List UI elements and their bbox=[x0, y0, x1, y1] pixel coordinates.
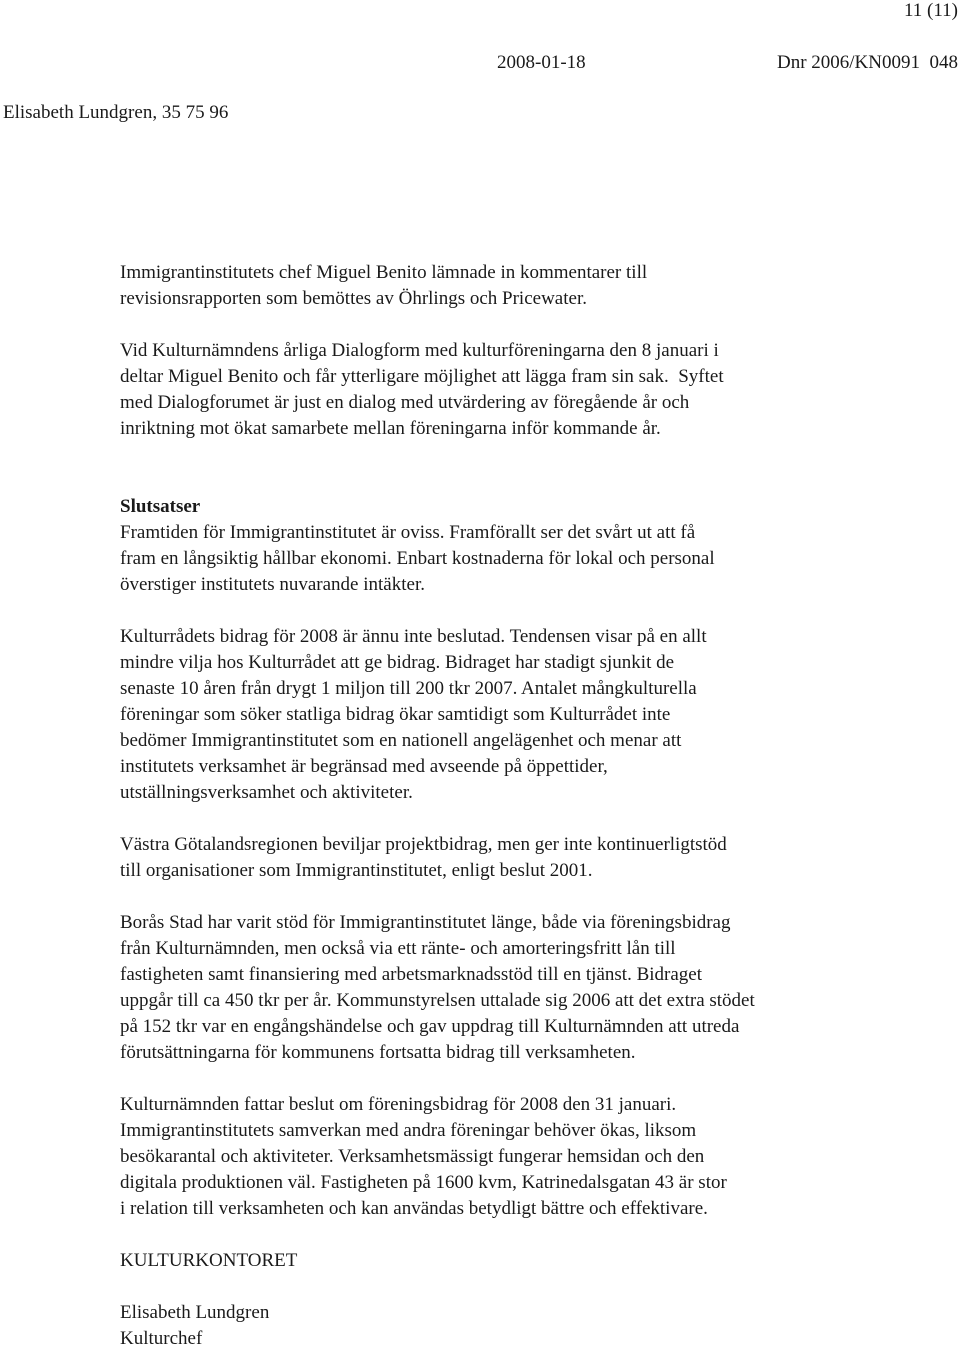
text-line: deltar Miguel Benito och får ytterligare möjlighet att lägga fram sin sak. Syftet bbox=[120, 366, 724, 387]
text-line: digitala produktionen väl. Fastigheten på 1600 kvm, Katrinedalsgatan 43 är stor bbox=[120, 1172, 727, 1193]
text-line: utställningsverksamhet och aktiviteter. bbox=[120, 782, 413, 803]
signature-office bbox=[120, 1248, 860, 1274]
document-reference-number: Dnr 2006/KN0091 048 bbox=[776, 52, 958, 73]
document-date: 2008-01-18 bbox=[497, 52, 586, 73]
text-line: på 152 tkr var en engångshändelse och gav uppdrag till Kulturnämnden att utreda bbox=[120, 1016, 740, 1037]
paragraph-7 bbox=[120, 1092, 860, 1222]
text-line: institutets verksamhet är begränsad med avseende på öppettider, bbox=[120, 756, 608, 777]
text-line: besökarantal och aktiviteter. Verksamhetsmässigt fungerar hemsidan och den bbox=[120, 1146, 705, 1167]
paragraph-1 bbox=[120, 260, 860, 312]
text-line: till organisationer som Immigrantinstitutet, enligt beslut 2001. bbox=[120, 860, 593, 881]
text-line: senaste 10 åren från drygt 1 miljon till 200 tkr 2007. Antalet mångkulturella bbox=[120, 678, 697, 699]
conclusions-section bbox=[120, 494, 860, 598]
text-line: revisionsrapporten som bemöttes av Öhrlings och Pricewater. bbox=[120, 288, 587, 309]
paragraph-2 bbox=[120, 338, 860, 442]
text-line: bedömer Immigrantinstitutet som en nationell angelägenhet och menar att bbox=[120, 730, 682, 751]
text-line: Immigrantinstitutets samverkan med andra föreningar behöver ökas, liksom bbox=[120, 1120, 697, 1141]
text-line: uppgår till ca 450 tkr per år. Kommunstyrelsen uttalade sig 2006 att det extra stödet bbox=[120, 990, 755, 1011]
author-contact: Elisabeth Lundgren, 35 75 96 bbox=[3, 102, 229, 123]
text-line: Immigrantinstitutets chef Miguel Benito lämnade in kommentarer till bbox=[120, 262, 648, 283]
text-line: Vid Kulturnämndens årliga Dialogform med kulturföreningarna den 8 januari i bbox=[120, 340, 719, 361]
text-line: med Dialogforumet är just en dialog med utvärdering av föregående år och bbox=[120, 392, 690, 413]
paragraph-5 bbox=[120, 832, 860, 884]
text-line: Västra Götalandsregionen beviljar projektbidrag, men ger inte kontinuerligtstöd bbox=[120, 834, 727, 855]
text-line: inriktning mot ökat samarbete mellan föreningarna inför kommande år. bbox=[120, 418, 661, 439]
signatory-title: Kulturchef bbox=[120, 1328, 203, 1349]
document-body bbox=[120, 260, 860, 1352]
page-number: 11 (11) bbox=[904, 0, 958, 21]
text-line: Kulturrådets bidrag för 2008 är ännu inte beslutad. Tendensen visar på en allt bbox=[120, 626, 707, 647]
text-line: i relation till verksamheten och kan användas betydligt bättre och effektivare. bbox=[120, 1198, 708, 1219]
text-line: fram en långsiktig hållbar ekonomi. Enbart kostnaderna för lokal och personal bbox=[120, 548, 715, 569]
signatory-name: Elisabeth Lundgren bbox=[120, 1302, 270, 1323]
paragraph-4 bbox=[120, 624, 860, 806]
text-line: förutsättningarna för kommunens fortsatta bidrag till verksamheten. bbox=[120, 1042, 636, 1063]
section-heading: Slutsatser bbox=[120, 496, 201, 517]
text-line: från Kulturnämnden, men också via ett ränte- och amorteringsfritt lån till bbox=[120, 938, 676, 959]
text-line: fastigheten samt finansiering med arbetsmarknadsstöd till en tjänst. Bidraget bbox=[120, 964, 702, 985]
text-line: Framtiden för Immigrantinstitutet är oviss. Framförallt ser det svårt ut att få bbox=[120, 522, 696, 543]
signature-block bbox=[120, 1300, 860, 1352]
text-line: överstiger institutets nuvarande intäkter. bbox=[120, 574, 425, 595]
paragraph-6 bbox=[120, 910, 860, 1066]
text-line: mindre vilja hos Kulturrådet att ge bidrag. Bidraget har stadigt sjunkit de bbox=[120, 652, 675, 673]
text-line: Kulturnämnden fattar beslut om föreningsbidrag för 2008 den 31 januari. bbox=[120, 1094, 677, 1115]
text-line: föreningar som söker statliga bidrag ökar samtidigt som Kulturrådet inte bbox=[120, 704, 671, 725]
text-line: Borås Stad har varit stöd för Immigrantinstitutet länge, både via föreningsbidrag bbox=[120, 912, 731, 933]
office-name: KULTURKONTORET bbox=[120, 1250, 298, 1271]
